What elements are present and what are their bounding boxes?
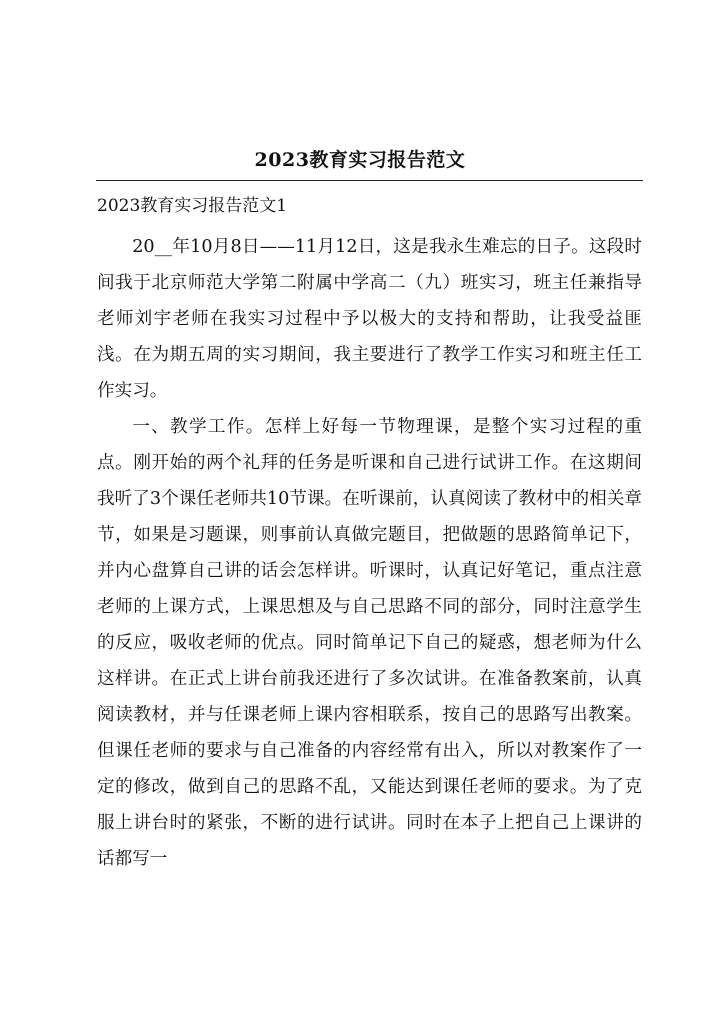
paragraph-intro: 20__年10月8日——11月12日，这是我永生难忘的日子。这段时间我于北京师范大学第二附属中学高二（九）班实习，班主任兼指导老师刘宇老师在我实习过程中予以极大的支持和帮助，让我受益匪浅。在为期五周的实习期间，我主要进行了教学工作实习和班主任工作实习。 (97, 237, 642, 401)
document-body (97, 229, 642, 877)
document-title: 2023教育实习报告范文 (254, 149, 466, 171)
title-divider (96, 180, 643, 181)
section-heading: 2023教育实习报告范文1 (97, 196, 288, 216)
paragraph-teaching-work: 一、教学工作。怎样上好每一节物理课，是整个实习过程的重点。刚开始的两个礼拜的任务是听课和自己进行试讲工作。在这期间我听了3个课任老师共10节课。在听课前，认真阅读了教材中的相关章节，如果是习题课，则事前认真做完题目，把做题的思路简单记下，并内心盘算自己讲的话会怎样讲。听课时，认真记好笔记，重点注意老师的上课方式，上课思想及与自己思路不同的部分，同时注意学生的反应，吸收老师的优点。同时简单记下自己的疑惑，想老师为什么这样讲。在正式上讲台前我还进行了多次试讲。在准备教案前，认真阅读教材，并与任课老师上课内容相联系，按自己的思路写出教案。但课任老师的要求与自己准备的内容经常有出入，所以对教案作了一定的修改，做到自己的思路不乱，又能达到课任老师的要求。为了克服上讲台时的紧张，不断的进行试讲。同时在本子上把自己上课讲的话都写一 (97, 417, 642, 869)
